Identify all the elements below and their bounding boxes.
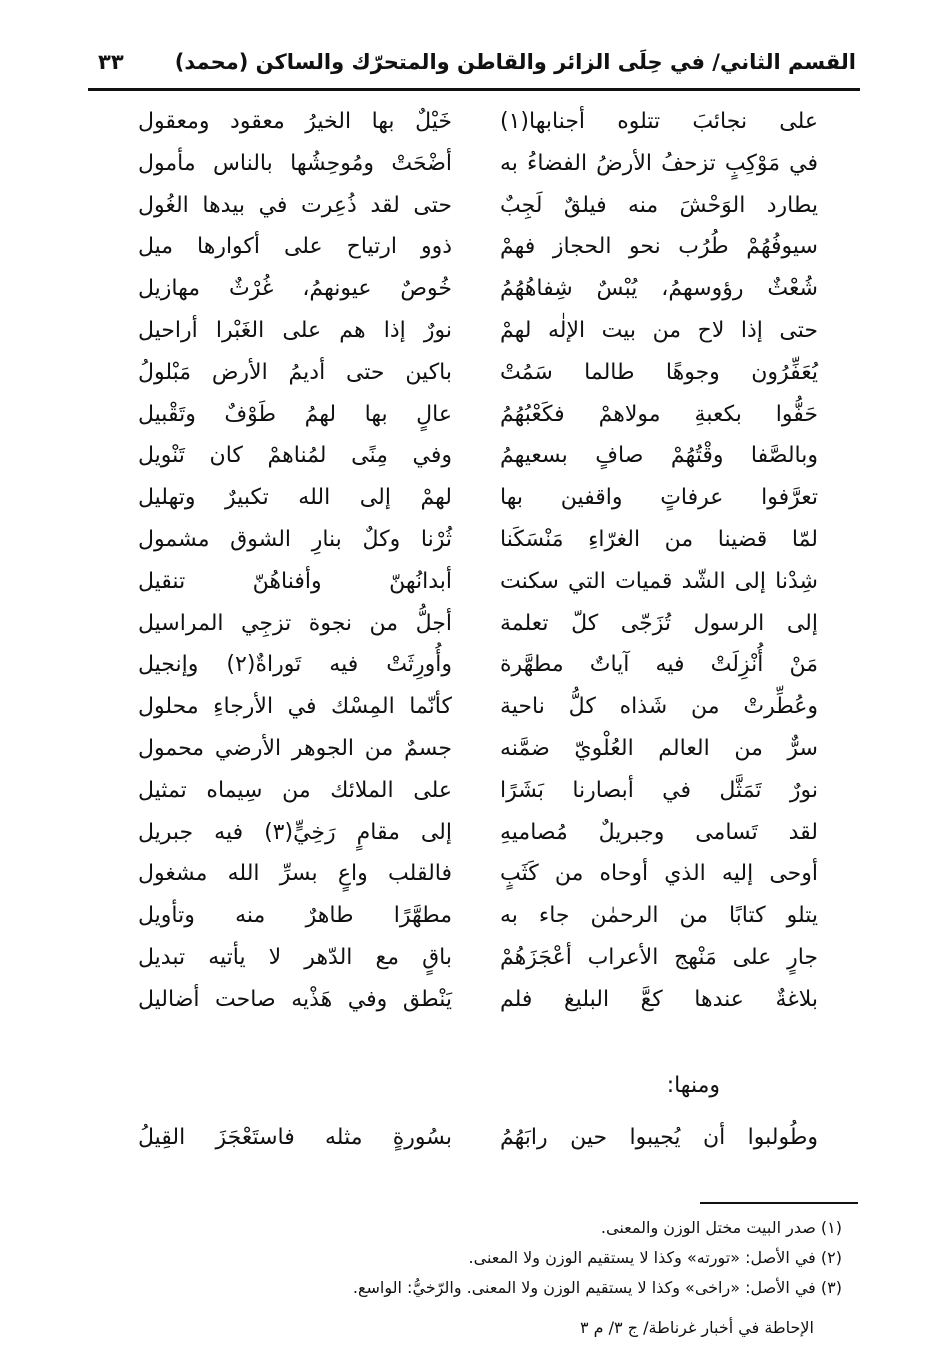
verse-row [0, 729, 934, 769]
second-hemistich: باقٍ مع الدّهر لا يأتيه تبديل [138, 945, 452, 970]
second-hemistich: جسمٌ من الجوهر الأرضي محمول [138, 736, 452, 761]
second-hemistich: وأُورِثَتْ فيه تَوراةٌ(٢) وإنجيل [138, 652, 453, 678]
verse-row [0, 771, 934, 811]
first-hemistich: نورٌ تَمَثَّل في أبصارنا بَشَرًا [500, 777, 818, 803]
verse-row [0, 980, 934, 1020]
verse-row [0, 227, 934, 267]
first-hemistich: سرٌّ من العالم العُلْويّ ضمَّنه [500, 736, 818, 761]
verse-row [0, 645, 934, 685]
verse-row [0, 144, 934, 184]
first-hemistich: وطُولبوا أن يُجيبوا حين رابَهُمُ [500, 1125, 818, 1150]
first-hemistich: وبالصَّفا وقْتُهُمْ صافٍ بسعيهمُ [500, 443, 818, 469]
verse-row [0, 520, 934, 560]
second-hemistich: مطهَّرًا طاهرٌ منه وتأويل [138, 903, 452, 929]
verse-row [0, 813, 934, 853]
first-hemistich: يطارد الوَحْشَ منه فيلقٌ لَجِبٌ [500, 192, 818, 218]
second-hemistich: إلى مقامٍ رَخِيٍّ(٣) فيه جبريل [138, 819, 452, 845]
verse-row [0, 896, 934, 936]
verse-row [0, 562, 934, 602]
verse-row [0, 395, 934, 435]
first-hemistich: تعرَّفوا عرفاتٍ واقفين بها [500, 485, 818, 511]
running-header-title: القسم الثاني/ في حِلَى الزائر والقاطن والمتحرّك والساكن (محمد) [174, 50, 856, 74]
section-intro [0, 1066, 934, 1106]
second-hemistich: وفي مِنًى لمُناهمْ كان تَنْويل [138, 443, 452, 469]
first-hemistich: سيوفُهُمْ طُرُب نحو الحجاز فهمْ [500, 234, 818, 260]
verse-row [0, 478, 934, 518]
second-hemistich: أبدانُهنّ وأفناهُنّ تنقيل [138, 568, 452, 594]
second-hemistich: خُوصٌ عيونهمُ، غُرْثٌ مهازيل [138, 276, 452, 302]
verse-row [0, 269, 934, 309]
second-hemistich: خَيْلٌ بها الخيرُ معقود ومعقول [138, 109, 452, 134]
verse-row [0, 854, 934, 894]
verse-row [0, 938, 934, 978]
second-hemistich: نورٌ إذا هم على الغَبْرا أراحيل [138, 318, 452, 343]
second-hemistich: يَنْطق وفي هَذْيه صاحت أضاليل [138, 986, 452, 1012]
verse-row [0, 1118, 934, 1158]
verse-row [0, 436, 934, 476]
first-hemistich: بلاغةٌ عندها كعَّ البليغ فلم [500, 986, 818, 1012]
first-hemistich: على نجائبَ تتلوه أجنابها(١) [500, 109, 818, 134]
page-number: ٣٣ [98, 50, 124, 74]
second-hemistich: أجلُّ من نجوة تزجِي المراسيل [138, 610, 452, 636]
verse-row [0, 311, 934, 351]
first-hemistich: شِدْنا إلى الشّد قميات التي سكنت [500, 568, 818, 594]
second-hemistich: فالقلب واعٍ بسرِّ الله مشغول [138, 861, 452, 887]
second-hemistich: لهمْ إلى الله تكبيرٌ وتهليل [138, 485, 452, 511]
footnote-rule [700, 1202, 858, 1204]
second-hemistich: حتى لقد ذُعِرت في بيدها الغُول [138, 192, 452, 218]
verse-row [0, 604, 934, 644]
second-hemistich: عالٍ بها لهمُ طَوْفٌ وتَقْبيل [138, 401, 452, 427]
first-hemistich: مَنْ أُنْزِلَتْ فيه آياتٌ مطهَّرة [500, 652, 818, 678]
first-hemistich: حتى إذا لاح من بيت الإلٰه لهمْ [500, 318, 818, 343]
footnote-1: (١) صدر البيت مختل الوزن والمعنى. [600, 1218, 842, 1237]
first-hemistich: لمّا قضينا من الغرّاءِ مَنْسَكَنا [500, 527, 818, 552]
second-hemistich: على الملائك من سِيماه تمثيل [138, 777, 452, 803]
first-hemistich: حَفُّوا بكعبةِ مولاهمْ فكَعْبُهُمُ [500, 401, 818, 427]
header-rule [88, 88, 860, 91]
second-hemistich: ذوو ارتياح على أكوارها ميل [138, 234, 452, 260]
first-hemistich: جارٍ على مَنْهج الأعراب أعْجَزَهُمْ [500, 945, 818, 970]
first-hemistich: يُعَفِّرُون وجوهًا طالما سَمُتْ [500, 359, 818, 385]
verse-row [0, 353, 934, 393]
second-hemistich: كأنّما المِسْك في الأرجاءِ محلول [138, 694, 452, 720]
footnote-3: (٣) في الأصل: «راخى» وكذا لا يستقيم الوزن ولا المعنى. والرّخيُّ: الواسع. [352, 1278, 842, 1297]
book-reference: الإحاطة في أخبار غرناطة/ ج ٣/ م ٣ [579, 1318, 814, 1337]
first-hemistich: إلى الرسول تُزَجّى كلّ تعلمة [500, 610, 818, 636]
verse-row [0, 102, 934, 142]
first-hemistich: لقد تَسامى وجبريلٌ مُصاميهِ [500, 819, 818, 845]
second-hemistich: بسُورةٍ مثله فاستَعْجَزَ القِيلُ [138, 1125, 452, 1150]
second-hemistich: باكين حتى أديمُ الأرض مَبْلولُ [138, 359, 452, 385]
second-hemistich: ثُرْنا وكلٌ بنارِ الشوق مشمول [138, 527, 452, 552]
verse-row [0, 687, 934, 727]
first-hemistich: شُعْثٌ رؤوسهمُ، يُبْسٌ شِفاهُهُمُ [500, 276, 818, 302]
first-hemistich: في مَوْكِبٍ تزحفُ الأرضُ الفضاءُ به [500, 150, 818, 176]
first-hemistich: أوحى إليه الذي أوحاه من كَثَبٍ [500, 861, 818, 887]
second-hemistich: أضْحَتْ ومُوحِشُها بالناس مأمول [138, 150, 452, 176]
first-hemistich: وعُطِّرتْ من شَذاه كلُّ ناحية [500, 694, 818, 720]
verse-row [0, 186, 934, 226]
footnote-2: (٢) في الأصل: «تورته» وكذا لا يستقيم الوزن ولا المعنى. [468, 1248, 842, 1267]
first-hemistich: يتلو كتابًا من الرحمٰن جاء به [500, 903, 818, 929]
intro-text: ومنها: [666, 1073, 720, 1098]
